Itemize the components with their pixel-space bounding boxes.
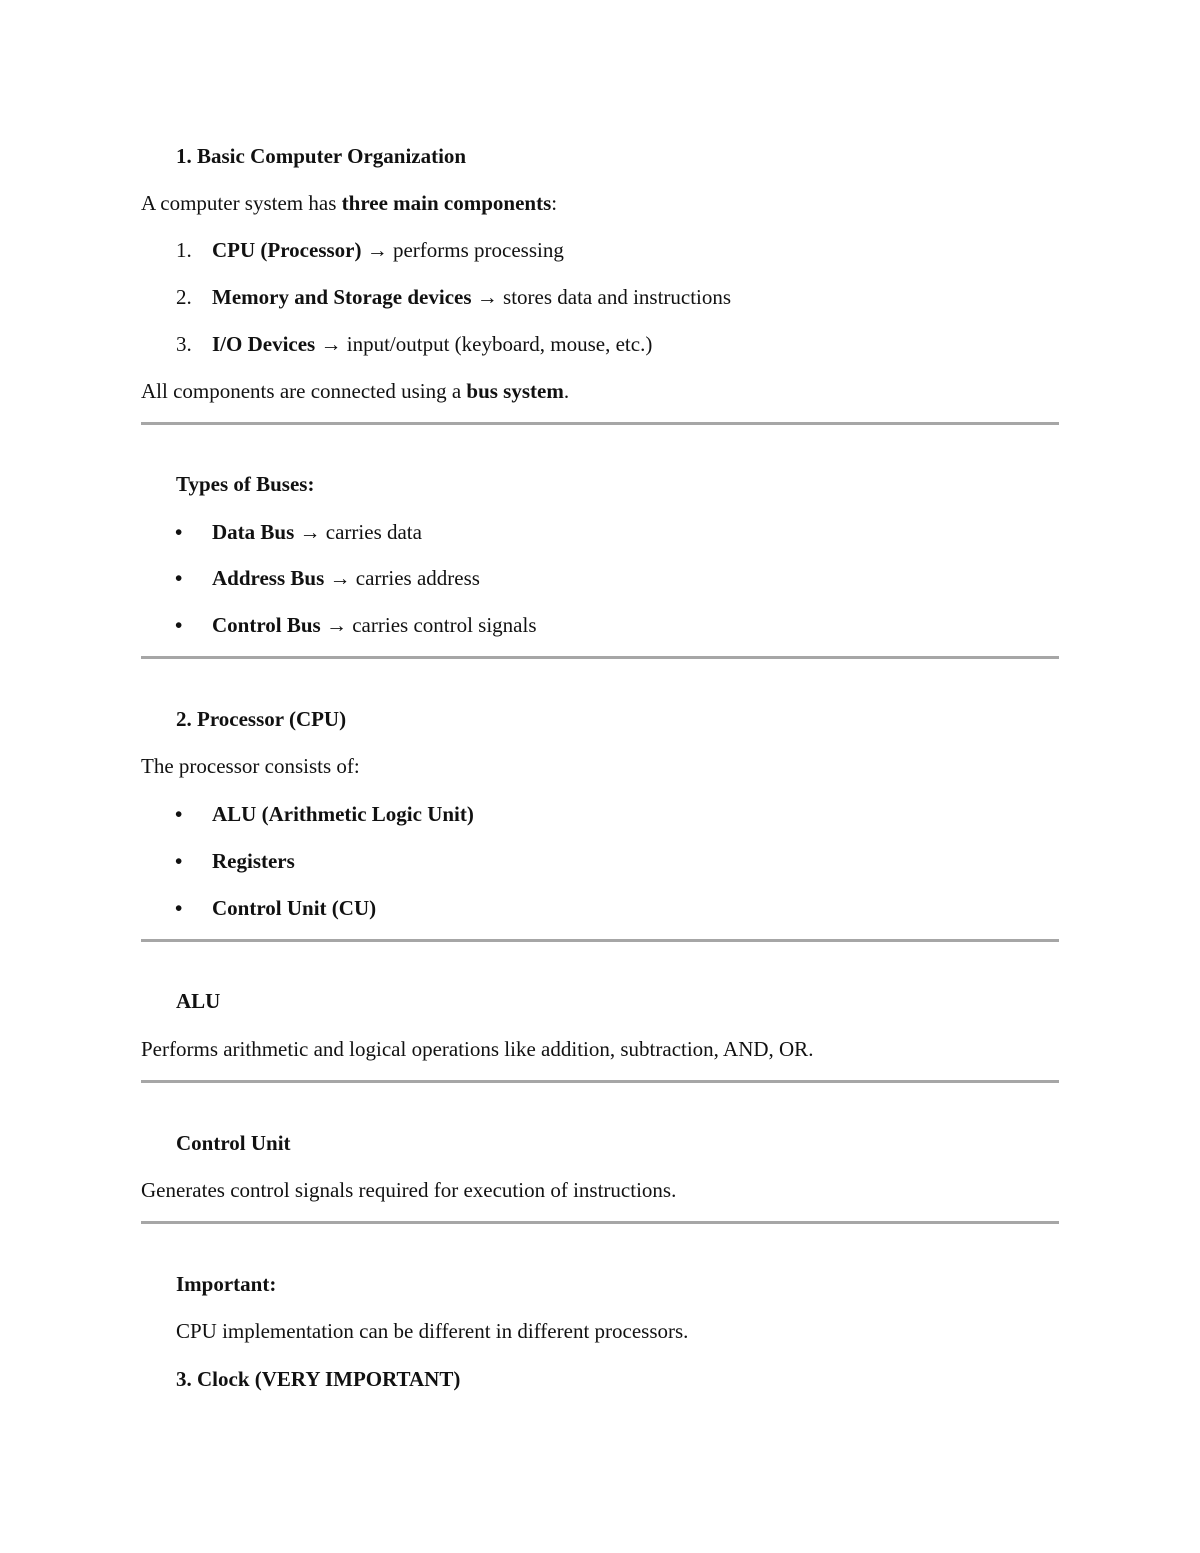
list-item-desc: → carries data (294, 520, 422, 544)
list-item-term: CPU (Processor) (212, 238, 362, 262)
list-item-desc: → performs processing (361, 238, 564, 262)
intro-emphasis: three main components (341, 191, 552, 215)
list-item-term: I/O Devices (212, 332, 316, 356)
list-item-term: Data Bus (212, 520, 295, 544)
section-2-intro: The processor consists of: (141, 754, 360, 778)
bullet-icon: • (175, 849, 183, 873)
list-number: 3. (176, 332, 192, 356)
control-unit-text: Generates control signals required for execution of instructions. (141, 1178, 677, 1202)
list-number: 2. (176, 285, 192, 309)
control-unit-heading: Control Unit (176, 1131, 291, 1155)
alu-text: Performs arithmetic and logical operations like addition, subtraction, AND, OR. (141, 1037, 814, 1061)
horizontal-rule (141, 1221, 1059, 1224)
list-item-cpu (212, 238, 564, 263)
list-item-control-unit: Control Unit (CU) (212, 896, 377, 920)
list-item-alu: ALU (Arithmetic Logic Unit) (212, 802, 474, 826)
bullet-icon: • (175, 896, 183, 920)
bullet-icon: • (175, 566, 183, 590)
list-item-address-bus (212, 566, 480, 591)
closing-emphasis: bus system (466, 379, 564, 403)
list-item-desc: → input/output (keyboard, mouse, etc.) (315, 332, 653, 356)
intro-text: A computer system has (141, 191, 342, 215)
list-item-io (212, 332, 652, 357)
bullet-icon: • (175, 802, 183, 826)
intro-suffix: : (551, 191, 558, 215)
bullet-icon: • (175, 520, 183, 544)
list-item-term: Memory and Storage devices (212, 285, 472, 309)
list-number: 1. (176, 238, 192, 262)
section-2-heading: 2. Processor (CPU) (176, 707, 347, 731)
list-item-registers: Registers (212, 849, 295, 873)
list-item-control-bus (212, 613, 537, 638)
important-text: CPU implementation can be different in different processors. (176, 1319, 689, 1343)
list-item-term: Address Bus (212, 566, 325, 590)
list-item-desc: → stores data and instructions (471, 285, 732, 309)
horizontal-rule (141, 939, 1059, 942)
horizontal-rule (141, 1080, 1059, 1083)
list-item-desc: → carries address (324, 566, 480, 590)
bullet-icon: • (175, 613, 183, 637)
alu-heading: ALU (176, 989, 221, 1013)
horizontal-rule (141, 656, 1059, 659)
list-item-desc: → carries control signals (320, 613, 537, 637)
section-3-heading: 3. Clock (VERY IMPORTANT) (176, 1367, 461, 1391)
list-item-memory (212, 285, 731, 310)
horizontal-rule (141, 422, 1059, 425)
closing-text: All components are connected using a (141, 379, 467, 403)
list-item-data-bus (212, 520, 422, 545)
section-1-intro (141, 191, 557, 216)
list-item-term: Control Bus (212, 613, 321, 637)
important-heading: Important: (176, 1272, 277, 1296)
section-1-closing (141, 379, 569, 404)
buses-heading: Types of Buses: (176, 472, 315, 496)
section-1-heading: 1. Basic Computer Organization (176, 144, 467, 168)
closing-suffix: . (563, 379, 570, 403)
